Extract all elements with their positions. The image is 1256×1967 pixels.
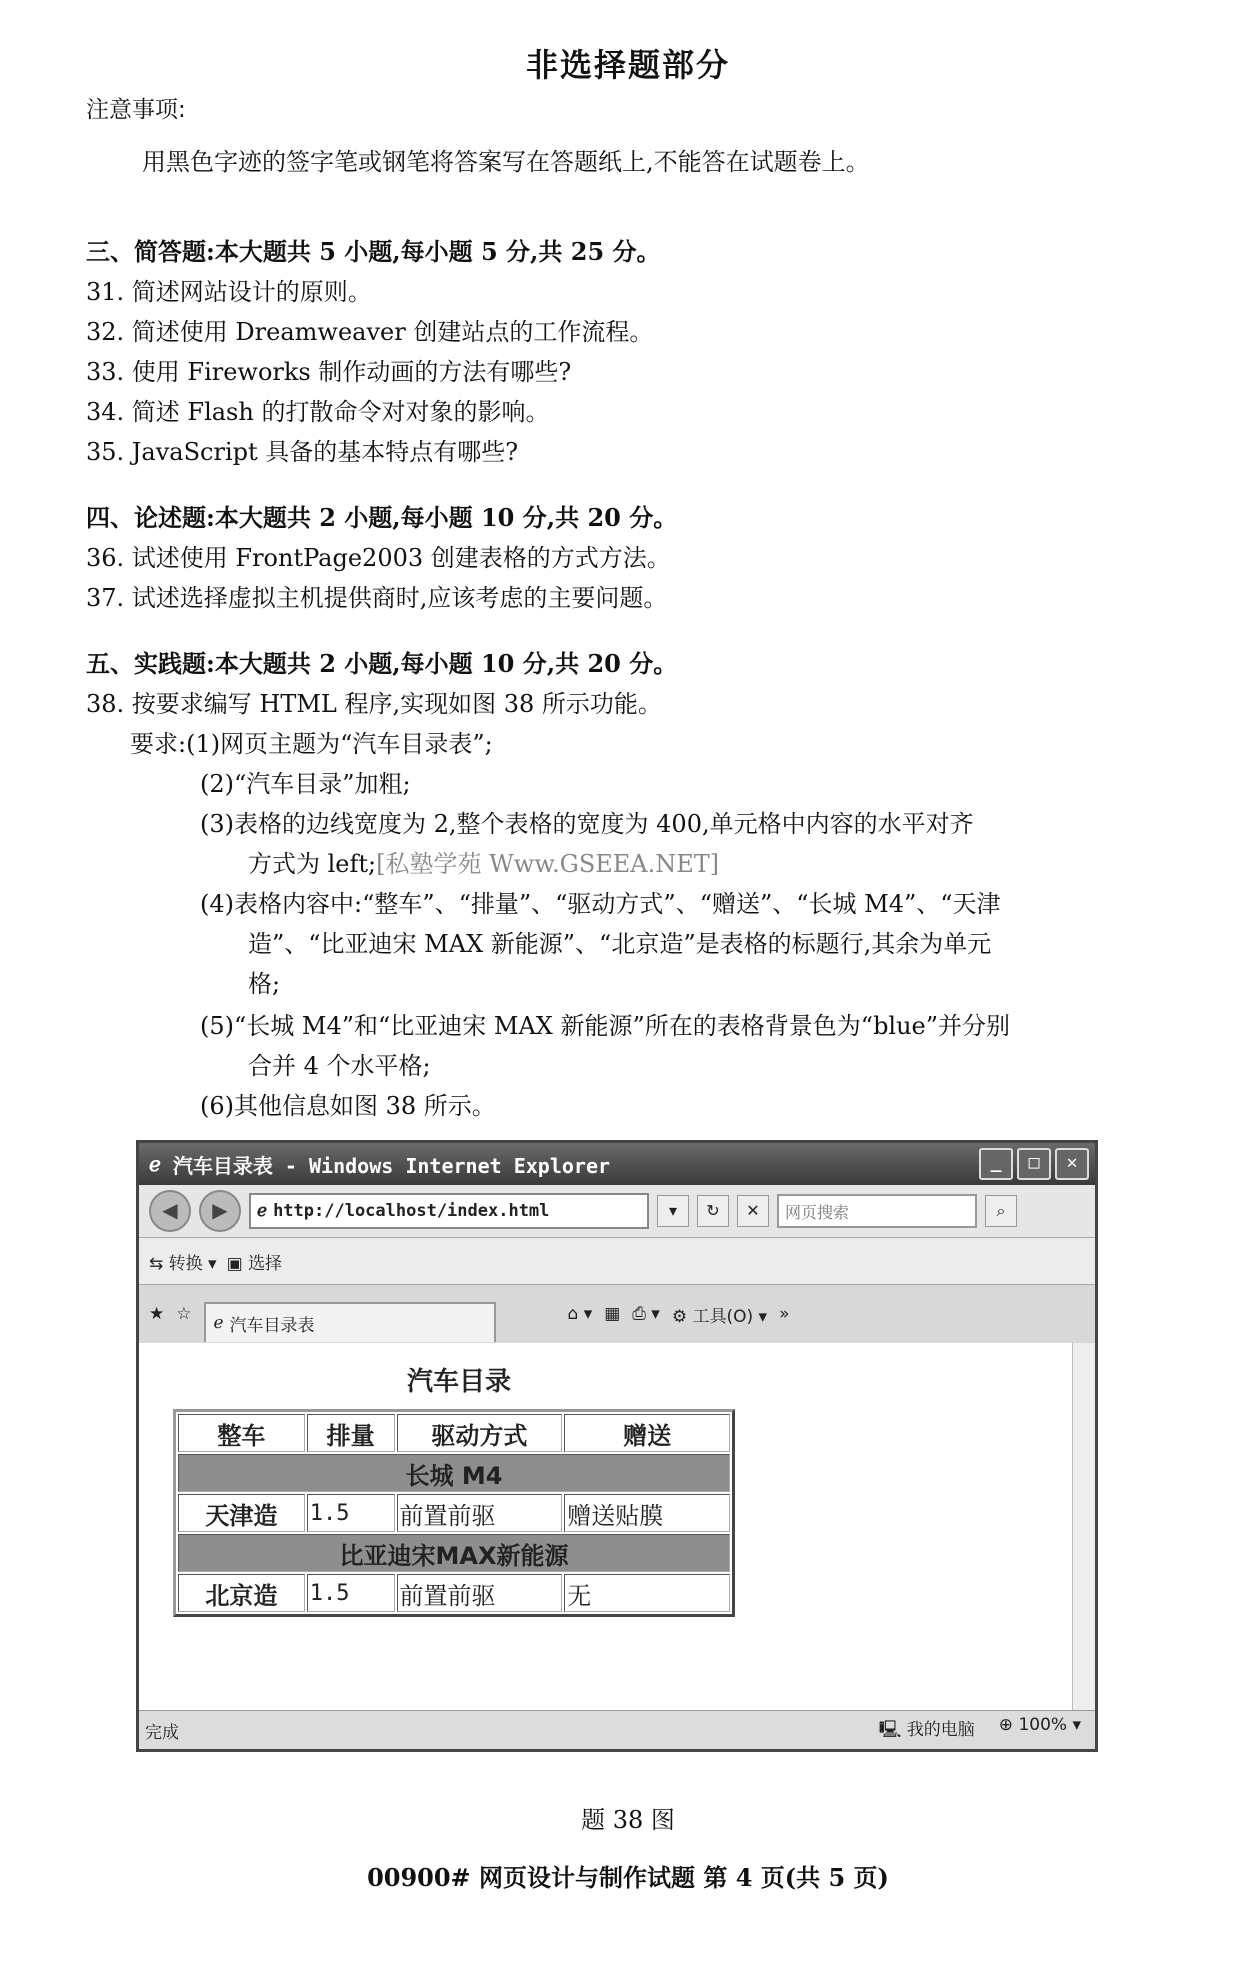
table-cell: 前置前驱: [397, 1574, 563, 1612]
question-35: 35. JavaScript 具备的基本特点有哪些?: [86, 438, 519, 466]
ie-icon: ℯ: [149, 1152, 173, 1176]
tab-page-icon: ℯ: [213, 1313, 224, 1333]
requirement-1: 要求:(1)网页主题为“汽车目录表”;: [130, 730, 493, 758]
zone-label: 我的电脑: [906, 1719, 975, 1740]
page-icon: ℯ: [257, 1201, 268, 1221]
home-icon[interactable]: ⌂ ▾: [567, 1304, 593, 1324]
maximize-icon[interactable]: □: [1017, 1148, 1051, 1180]
table-cell: 1.5: [307, 1574, 395, 1612]
question-34: 34. 简述 Flash 的打散命令对对象的影响。: [86, 398, 550, 426]
requirement-3-line1: (3)表格的边线宽度为 2,整个表格的宽度为 400,单元格中内容的水平对齐: [200, 810, 974, 838]
table-cell: 前置前驱: [397, 1494, 563, 1532]
question-31: 31. 简述网站设计的原则。: [86, 278, 372, 306]
question-37: 37. 试述选择虚拟主机提供商时,应该考虑的主要问题。: [86, 584, 668, 612]
search-icon[interactable]: ⌕: [985, 1195, 1017, 1227]
feeds-icon[interactable]: ▦: [604, 1304, 621, 1324]
zone-indicator: 🖳 我的电脑: [878, 1719, 975, 1740]
table-row: [178, 1574, 730, 1612]
toolbar-row: [139, 1238, 1095, 1285]
page-footer: 00900# 网页设计与制作试题 第 4 页(共 5 页): [367, 1863, 889, 1892]
question-33: 33. 使用 Fireworks 制作动画的方法有哪些?: [86, 358, 572, 386]
page-heading: 汽车目录: [406, 1367, 511, 1397]
header-cell: 驱动方式: [397, 1414, 563, 1452]
window-controls: [979, 1148, 1095, 1180]
select-button[interactable]: ▣ 选择: [226, 1253, 283, 1274]
tools-label: 工具(O): [692, 1306, 754, 1327]
section-3-heading: 三、简答题:本大题共 5 小题,每小题 5 分,共 25 分。: [86, 237, 661, 266]
requirement-5-line1: (5)“长城 M4”和“比亚迪宋 MAX 新能源”所在的表格背景色为“blue”并分别: [200, 1012, 1011, 1040]
favorites-star-icon[interactable]: ★: [149, 1304, 165, 1324]
tools-menu[interactable]: ⚙ 工具(O) ▾: [671, 1306, 768, 1327]
question-36: 36. 试述使用 FrontPage2003 创建表格的方式方法。: [86, 544, 671, 572]
question-38: 38. 按要求编写 HTML 程序,实现如图 38 所示功能。: [86, 690, 662, 718]
header-cell: 赠送: [564, 1414, 730, 1452]
section-4-heading: 四、论述题:本大题共 2 小题,每小题 10 分,共 20 分。: [86, 503, 678, 532]
notice-label: 注意事项:: [86, 97, 186, 123]
forward-arrow-icon[interactable]: ▶: [199, 1190, 241, 1232]
minimize-icon[interactable]: _: [979, 1148, 1013, 1180]
car-table: [173, 1409, 735, 1617]
table-cell: 赠送贴膜: [564, 1494, 730, 1532]
watermark: [私塾学苑 Www.GSEEA.NET]: [376, 850, 720, 878]
stop-icon[interactable]: ✕: [737, 1195, 769, 1227]
figure-caption: 题 38 图: [581, 1806, 675, 1834]
tab-current[interactable]: [204, 1302, 496, 1342]
requirement-5-line2: 合并 4 个水平格;: [248, 1052, 431, 1080]
tab-label: 汽车目录表: [229, 1315, 315, 1336]
search-input[interactable]: [777, 1194, 977, 1228]
group-row: [178, 1454, 730, 1492]
requirement-4-line2: 造”、“比亚迪宋 MAX 新能源”、“北京造”是表格的标题行,其余为单元: [248, 930, 992, 958]
vertical-scrollbar[interactable]: [1072, 1343, 1095, 1711]
table-header-row: [178, 1414, 730, 1452]
header-cell: 排量: [307, 1414, 395, 1452]
zoom-value: 100%: [1018, 1714, 1068, 1735]
row-header-cell: 天津造: [178, 1494, 305, 1532]
section-5-heading: 五、实践题:本大题共 2 小题,每小题 10 分,共 20 分。: [86, 649, 678, 678]
search-placeholder: 网页搜索: [785, 1202, 850, 1222]
page-title: 非选择题部分: [525, 46, 730, 84]
close-icon[interactable]: ✕: [1055, 1148, 1089, 1180]
back-arrow-icon[interactable]: ◀: [149, 1190, 191, 1232]
requirement-6: (6)其他信息如图 38 所示。: [200, 1092, 496, 1120]
requirement-3-text: 方式为 left;: [248, 850, 377, 878]
requirement-4-line1: (4)表格内容中:“整车”、“排量”、“驱动方式”、“赠送”、“长城 M4”、“天津: [200, 890, 1001, 918]
print-icon[interactable]: ⎙ ▾: [632, 1304, 660, 1324]
group-row: [178, 1534, 730, 1572]
table-cell: 无: [564, 1574, 730, 1612]
convert-button[interactable]: ⇆ 转换 ▾: [149, 1253, 217, 1274]
select-label: 选择: [248, 1253, 283, 1274]
refresh-icon[interactable]: ↻: [697, 1195, 729, 1227]
convert-label: 转换: [168, 1253, 203, 1274]
address-input[interactable]: [249, 1193, 649, 1229]
status-text: 完成: [145, 1722, 179, 1743]
table-row: [178, 1494, 730, 1532]
tab-row: [139, 1285, 1095, 1344]
address-bar-row: [139, 1185, 1095, 1238]
group-cell: 长城 M4: [178, 1454, 730, 1492]
table-cell: 1.5: [307, 1494, 395, 1532]
window-titlebar: [139, 1143, 1095, 1185]
question-32: 32. 简述使用 Dreamweaver 创建站点的工作流程。: [86, 318, 654, 346]
notice-text: 用黑色字迹的签字笔或钢笔将答案写在答题纸上,不能答在试题卷上。: [142, 148, 870, 176]
requirement-3-line2: [248, 848, 719, 880]
page-content: [139, 1343, 1095, 1711]
more-icon[interactable]: »: [779, 1304, 790, 1324]
requirement-4-line3: 格;: [248, 970, 281, 998]
requirement-2: (2)“汽车目录”加粗;: [200, 770, 411, 798]
dropdown-icon[interactable]: ▾: [657, 1195, 689, 1227]
address-value: http://localhost/index.html: [273, 1201, 550, 1221]
status-right: [879, 1715, 1095, 1746]
zoom-control[interactable]: ⊕ 100% ▾: [998, 1714, 1081, 1735]
add-favorites-icon[interactable]: ☆: [176, 1304, 192, 1324]
status-bar: [139, 1710, 1095, 1749]
header-cell: 整车: [178, 1414, 305, 1452]
group-cell: 比亚迪宋MAX新能源: [178, 1534, 730, 1572]
window-title: 汽车目录表 - Windows Internet Explorer: [172, 1153, 611, 1178]
browser-window: [136, 1140, 1098, 1752]
row-header-cell: 北京造: [178, 1574, 305, 1612]
